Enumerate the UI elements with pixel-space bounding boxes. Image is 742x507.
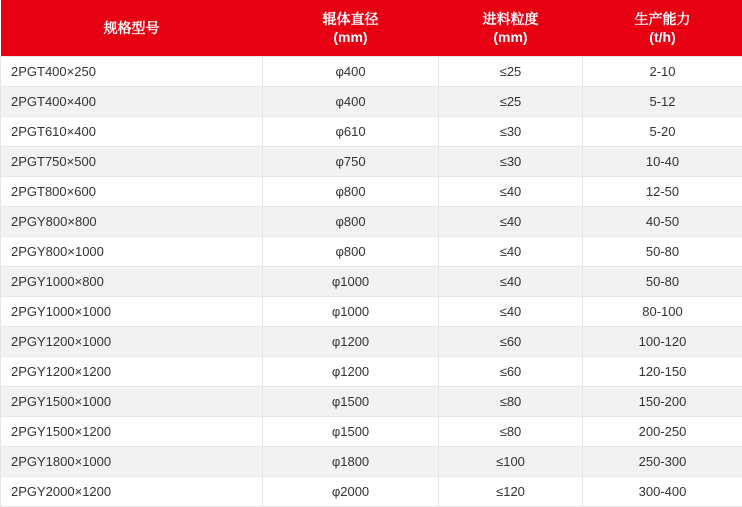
table-row [1, 327, 742, 357]
cell-capacity: 300-400 [583, 477, 742, 507]
cell-capacity: 250-300 [583, 447, 742, 477]
table-row [1, 147, 742, 177]
cell-feed-size: ≤40 [439, 207, 583, 237]
cell-capacity: 200-250 [583, 417, 742, 447]
cell-feed-size: ≤100 [439, 447, 583, 477]
table-row [1, 87, 742, 117]
cell-capacity: 100-120 [583, 327, 742, 357]
cell-model: 2PGY800×800 [1, 207, 263, 237]
table-row [1, 237, 742, 267]
table-body [1, 57, 742, 507]
table-row [1, 417, 742, 447]
cell-feed-size: ≤60 [439, 357, 583, 387]
cell-roller-diameter: φ1800 [263, 447, 439, 477]
cell-feed-size: ≤80 [439, 387, 583, 417]
cell-roller-diameter: φ800 [263, 177, 439, 207]
table-row [1, 207, 742, 237]
table-row [1, 57, 742, 87]
cell-model: 2PGY1500×1200 [1, 417, 263, 447]
table-row [1, 357, 742, 387]
table-row [1, 117, 742, 147]
cell-feed-size: ≤30 [439, 147, 583, 177]
cell-capacity: 50-80 [583, 267, 742, 297]
cell-capacity: 12-50 [583, 177, 742, 207]
cell-feed-size: ≤60 [439, 327, 583, 357]
cell-capacity: 120-150 [583, 357, 742, 387]
cell-roller-diameter: φ750 [263, 147, 439, 177]
cell-model: 2PGY1200×1200 [1, 357, 263, 387]
cell-capacity: 40-50 [583, 207, 742, 237]
cell-model: 2PGT750×500 [1, 147, 263, 177]
cell-model: 2PGY800×1000 [1, 237, 263, 267]
table-row [1, 477, 742, 507]
cell-roller-diameter: φ1500 [263, 387, 439, 417]
cell-feed-size: ≤40 [439, 297, 583, 327]
cell-roller-diameter: φ1000 [263, 267, 439, 297]
table-header-row [1, 0, 742, 57]
column-header-capacity-title: 生产能力 [635, 11, 691, 27]
cell-feed-size: ≤40 [439, 177, 583, 207]
cell-roller-diameter: φ800 [263, 207, 439, 237]
cell-feed-size: ≤40 [439, 267, 583, 297]
cell-roller-diameter: φ1500 [263, 417, 439, 447]
cell-roller-diameter: φ1200 [263, 357, 439, 387]
cell-roller-diameter: φ800 [263, 237, 439, 267]
cell-roller-diameter: φ400 [263, 87, 439, 117]
column-header-feed-size-unit: (mm) [443, 28, 579, 46]
cell-capacity: 5-20 [583, 117, 742, 147]
column-header-capacity [583, 0, 742, 57]
cell-capacity: 50-80 [583, 237, 742, 267]
cell-capacity: 5-12 [583, 87, 742, 117]
table-row [1, 267, 742, 297]
cell-feed-size: ≤30 [439, 117, 583, 147]
column-header-roller-diameter [263, 0, 439, 57]
cell-roller-diameter: φ610 [263, 117, 439, 147]
column-header-feed-size-title: 进料粒度 [483, 11, 539, 27]
column-header-roller-diameter-title: 辊体直径 [323, 11, 379, 27]
column-header-model [1, 0, 263, 57]
cell-model: 2PGT400×400 [1, 87, 263, 117]
table-header [1, 0, 742, 57]
column-header-capacity-unit: (t/h) [587, 28, 739, 46]
cell-model: 2PGY1000×800 [1, 267, 263, 297]
table-row [1, 177, 742, 207]
cell-feed-size: ≤80 [439, 417, 583, 447]
table-row [1, 297, 742, 327]
cell-feed-size: ≤25 [439, 87, 583, 117]
cell-roller-diameter: φ1200 [263, 327, 439, 357]
cell-model: 2PGT610×400 [1, 117, 263, 147]
cell-roller-diameter: φ1000 [263, 297, 439, 327]
cell-feed-size: ≤25 [439, 57, 583, 87]
table-row [1, 447, 742, 477]
cell-capacity: 150-200 [583, 387, 742, 417]
column-header-model-title: 规格型号 [104, 20, 160, 36]
cell-feed-size: ≤40 [439, 237, 583, 267]
cell-model: 2PGY1000×1000 [1, 297, 263, 327]
cell-capacity: 2-10 [583, 57, 742, 87]
cell-model: 2PGT400×250 [1, 57, 263, 87]
cell-capacity: 80-100 [583, 297, 742, 327]
cell-model: 2PGY1800×1000 [1, 447, 263, 477]
cell-model: 2PGT800×600 [1, 177, 263, 207]
table-row [1, 387, 742, 417]
cell-model: 2PGY2000×1200 [1, 477, 263, 507]
cell-roller-diameter: φ2000 [263, 477, 439, 507]
cell-capacity: 10-40 [583, 147, 742, 177]
cell-model: 2PGY1500×1000 [1, 387, 263, 417]
column-header-feed-size [439, 0, 583, 57]
column-header-roller-diameter-unit: (mm) [267, 28, 435, 46]
cell-roller-diameter: φ400 [263, 57, 439, 87]
cell-model: 2PGY1200×1000 [1, 327, 263, 357]
cell-feed-size: ≤120 [439, 477, 583, 507]
